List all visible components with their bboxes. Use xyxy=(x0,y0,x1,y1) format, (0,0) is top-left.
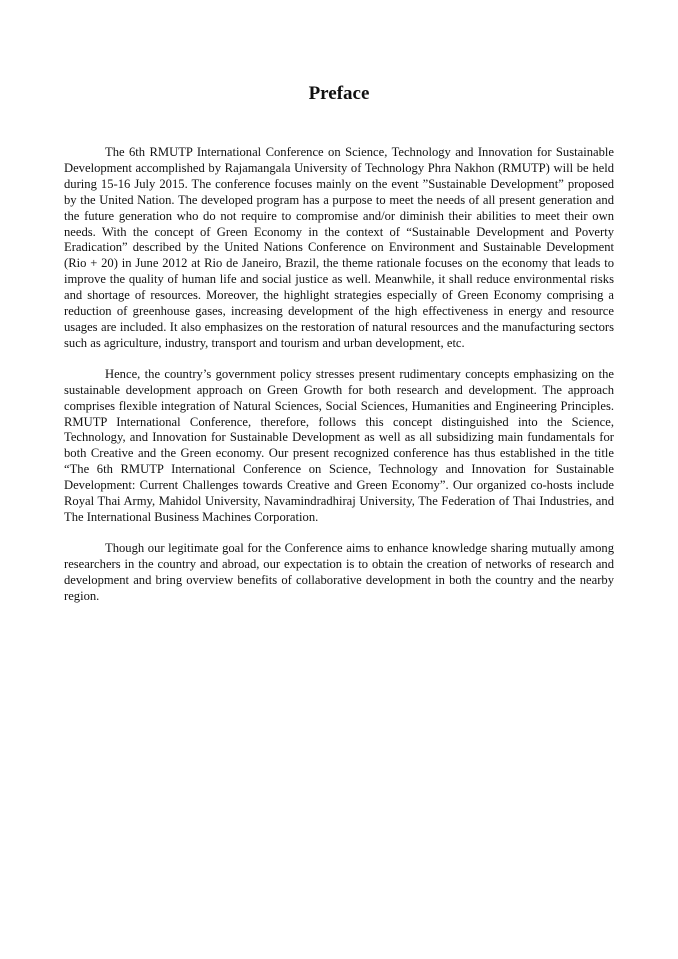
paragraph-1: The 6th RMUTP International Conference on Science, Technology and Innovation for Sustainable Development accomplished by Rajamangala University of Technology Phra Nakhon (RMUTP) will be held during 15-16 July 2015. The conference focuses mainly on the event ”Sustainable Development” proposed by the United Nation. The developed program has a purpose to meet the needs of all present generation and the future generation who do not require to compromise and/or diminish their abilities to meet their own needs. With the concept of Green Economy in the context of “Sustainable Development and Poverty Eradication” described by the United Nations Conference on Environment and Sustainable Development (Rio + 20) in June 2012 at Rio de Janeiro, Brazil, the theme rationale focuses on the economy that leads to improve the quality of human life and social justice as well. Meanwhile, it shall reduce environmental risks and shortage of resources. Moreover, the highlight strategies especially of Green Economy comprising a reduction of greenhouse gases, increasing development of the high effectiveness in energy and resource usages are included. It also emphasizes on the restoration of natural resources and the manufacturing sectors such as agriculture, industry, transport and tourism and urban development, etc. xyxy=(64,145,614,350)
paragraph-3: Though our legitimate goal for the Conference aims to enhance knowledge sharing mutually among researchers in the country and abroad, our expectation is to obtain the creation of networks of research and development and bring overview benefits of collaborative development in both the country and the nearby region. xyxy=(64,540,614,603)
page-title: Preface xyxy=(308,83,370,104)
preface-body xyxy=(64,145,614,619)
paragraph-2: Hence, the country’s government policy stresses present rudimentary concepts emphasizing on the sustainable development approach on Green Growth for both research and development. The approach comprises flexible integration of Natural Sciences, Social Sciences, Humanities and Engineering Principles. RMUTP International Conference, therefore, follows this concept distinguished into the Science, Technology, and Innovation for Sustainable Development as well as all subsidizing main fundamentals for both Creative and the Green economy. Our present recognized conference has thus established in the title “The 6th RMUTP International Conference on Science, Technology and Innovation for Sustainable Development: Current Challenges towards Creative and Green Economy”. Our organized co-hosts include Royal Thai Army, Mahidol University, Navamindradhiraj University, The Federation of Thai Industries, and The International Business Machines Corporation. xyxy=(64,366,614,524)
